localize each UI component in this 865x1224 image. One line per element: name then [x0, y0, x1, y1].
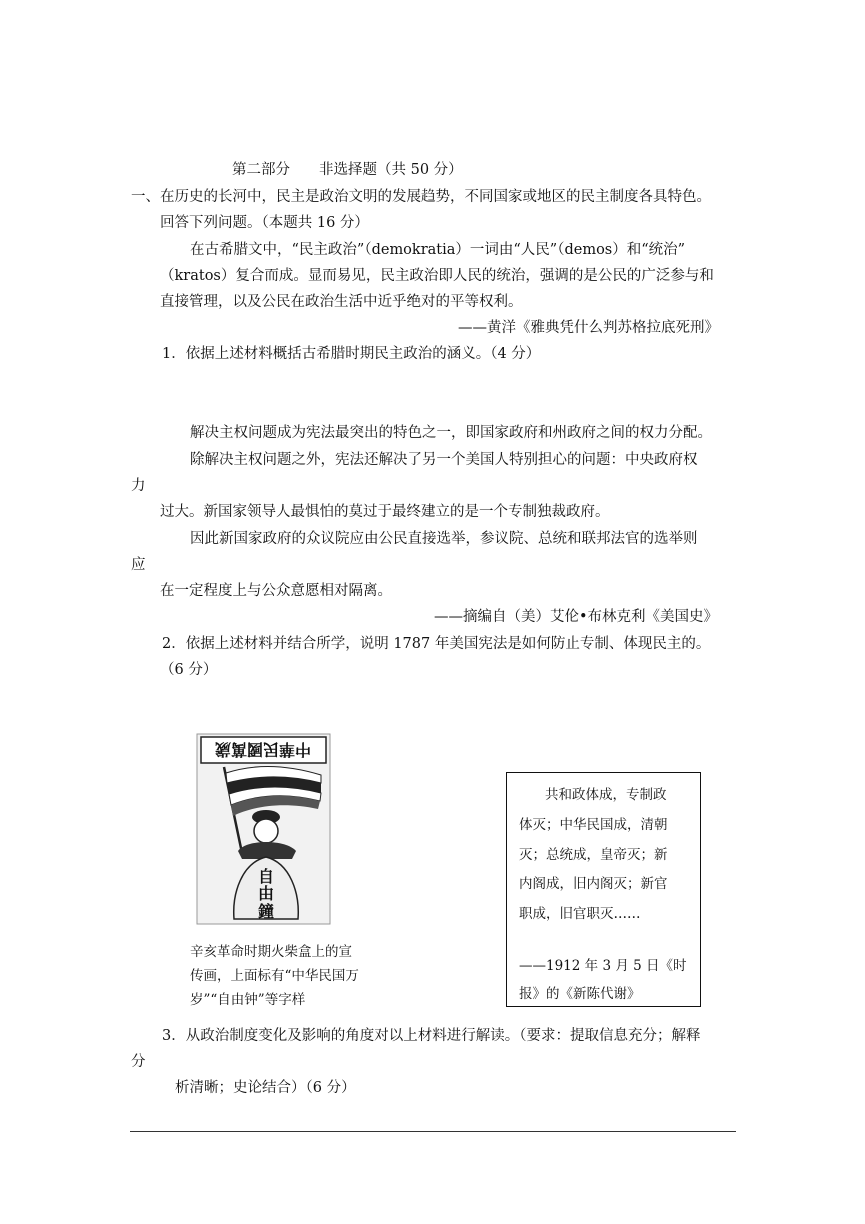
question3-line3: 析清晰；史论结合）（6 分）	[175, 1080, 356, 1096]
footer-divider	[130, 1131, 736, 1132]
question2-line2: （6 分）	[160, 662, 218, 678]
material2-line4: 过大。新国家领导人最惧怕的莫过于最终建立的是一个专制独裁政府。	[160, 504, 610, 520]
part-title: 第二部分 非选择题（共 50 分）	[232, 162, 463, 178]
material2-line1: 解决主权问题成为宪法最突出的特色之一，即国家政府和州政府之间的权力分配。	[190, 425, 712, 441]
material2-line7: 在一定程度上与公众意愿相对隔离。	[160, 583, 392, 599]
material2-line2: 除解决主权问题之外，宪法还解决了另一个美国人特别担心的问题：中央政府权	[190, 452, 698, 468]
material2-line3: 力	[131, 478, 146, 494]
question2-line1: 2．依据上述材料并结合所学，说明 1787 年美国宪法是如何防止专制、体现民主的。	[162, 636, 711, 652]
q1-intro-line1: 一、在历史的长河中，民主是政治文明的发展趋势，不同国家或地区的民主制度各具特色。	[131, 189, 711, 205]
material1-line2: （kratos）复合而成。显而易见，民主政治即人民的统治，强调的是公民的广泛参与和	[160, 268, 714, 284]
quote-line5: 职成，旧官职灭……	[519, 906, 641, 922]
question1: 1．依据上述材料概括古希腊时期民主政治的涵义。（4 分）	[162, 346, 541, 362]
material1-line3: 直接管理，以及公民在政治生活中近乎绝对的平等权利。	[160, 294, 523, 310]
quote-line4: 内阁成，旧内阁灭；新官	[519, 876, 668, 892]
poster-caption-line3: 岁”“自由钟”等字样	[190, 992, 306, 1008]
quote-line2: 体灭；中华民国成，清朝	[519, 817, 668, 833]
question3-line2: 分	[131, 1054, 146, 1070]
poster-bell-char-2: 由	[257, 884, 275, 903]
matchbox-poster-image	[196, 733, 331, 925]
quote-source-line2: 报》的《新陈代谢》	[519, 986, 641, 1002]
material2-source: ——摘编自（美）艾伦•布林克利《美国史》	[434, 609, 719, 625]
material1-source: ——黄洋《雅典凭什么判苏格拉底死刑》	[458, 320, 719, 336]
material2-line5: 因此新国家政府的众议院应由公民直接选举，参议院、总统和联邦法官的选举则	[190, 531, 698, 547]
poster-banner-text: 中華民國萬歲	[214, 740, 312, 759]
newspaper-quote-box	[506, 772, 701, 1007]
quote-source-line1: ——1912 年 3 月 5 日《时	[519, 958, 687, 974]
question3-line1: 3．从政治制度变化及影响的角度对以上材料进行解读。（要求：提取信息充分；解释	[162, 1028, 701, 1044]
material2-line6: 应	[131, 557, 146, 573]
poster-bell-char-3: 鐘	[257, 902, 275, 921]
material1-line1: 在古希腊文中，“民主政治”（demokratia）一词由“人民”（demos）和“统治”	[190, 242, 686, 258]
poster-bell-char-1: 自	[257, 867, 275, 886]
poster-caption-line2: 传画，上面标有“中华民国万	[190, 968, 359, 984]
q1-intro-line2: 回答下列问题。（本题共 16 分）	[160, 215, 369, 231]
quote-line3: 灭；总统成，皇帝灭；新	[519, 847, 668, 863]
quote-line1: 共和政体成，专制政	[545, 787, 667, 803]
poster-caption-line1: 辛亥革命时期火柴盒上的宣	[190, 944, 352, 960]
